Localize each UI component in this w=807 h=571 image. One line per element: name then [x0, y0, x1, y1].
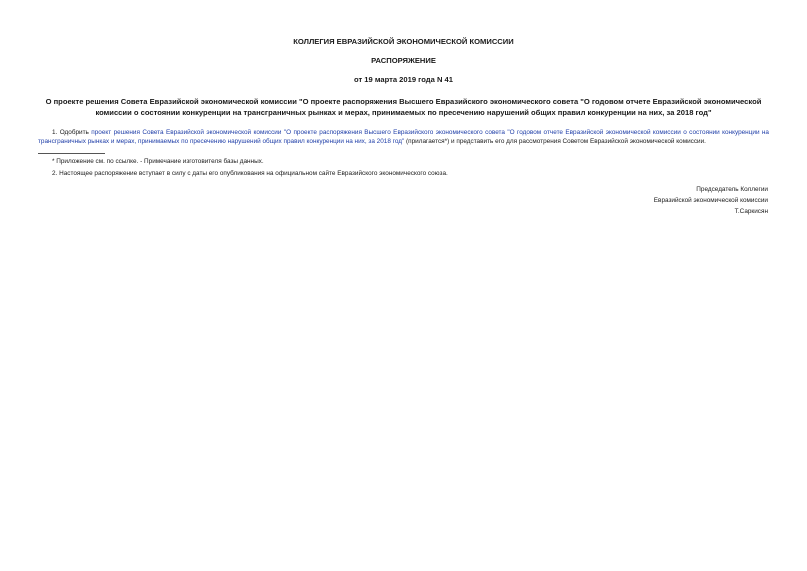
- document-page: [38, 30, 769, 218]
- footnote-divider: [38, 153, 105, 154]
- paragraph-1-prefix: 1. Одобрить: [52, 129, 92, 137]
- document-date-number: от 19 марта 2019 года N 41: [354, 75, 453, 84]
- signature-position-line-1: Председатель Коллегии: [696, 186, 768, 193]
- document-heading: О проекте решения Совета Евразийской экономической комиссии "О проекте распоряжения Высшего Евразийского экономического совета "О годовом отчете Евразийской экономической комиссии о состоянии конкуренции на трансграничных рынках и мерах, принимаемых по пресечению нарушений общих правил конкуренции на них, за 2018 год": [45, 97, 762, 117]
- draft-decision-link[interactable]: проект решения Совета Евразийской экономической комиссии "О проекте распоряжения Высшего Евразийского экономического совета "О годовом отчете Евразийской экономической комиссии о состоянии конкуренции на трансграничных рынках и мерах, принимаемых по пресечению нарушений общих правил конкуренции на них, за 2018 год": [38, 129, 769, 146]
- paragraph-1: [38, 128, 769, 146]
- footnote: * Приложение см. по ссылке. - Примечание изготовителя базы данных.: [52, 157, 264, 165]
- signature-position-line-2: Евразийской экономической комиссии: [653, 197, 768, 205]
- paragraph-1-suffix: (прилагается*) и представить его для рассмотрения Советом Евразийской экономической комиссии.: [404, 138, 706, 146]
- signature-block: [38, 184, 769, 218]
- paragraph-2: 2. Настоящее распоряжение вступает в силу с даты его опубликования на официальном сайте Евразийского экономического союза.: [52, 169, 448, 177]
- document-type: РАСПОРЯЖЕНИЕ: [371, 56, 436, 65]
- signature-name: Т.Саркисян: [734, 208, 768, 216]
- organization-title: КОЛЛЕГИЯ ЕВРАЗИЙСКОЙ ЭКОНОМИЧЕСКОЙ КОМИССИИ: [293, 37, 514, 46]
